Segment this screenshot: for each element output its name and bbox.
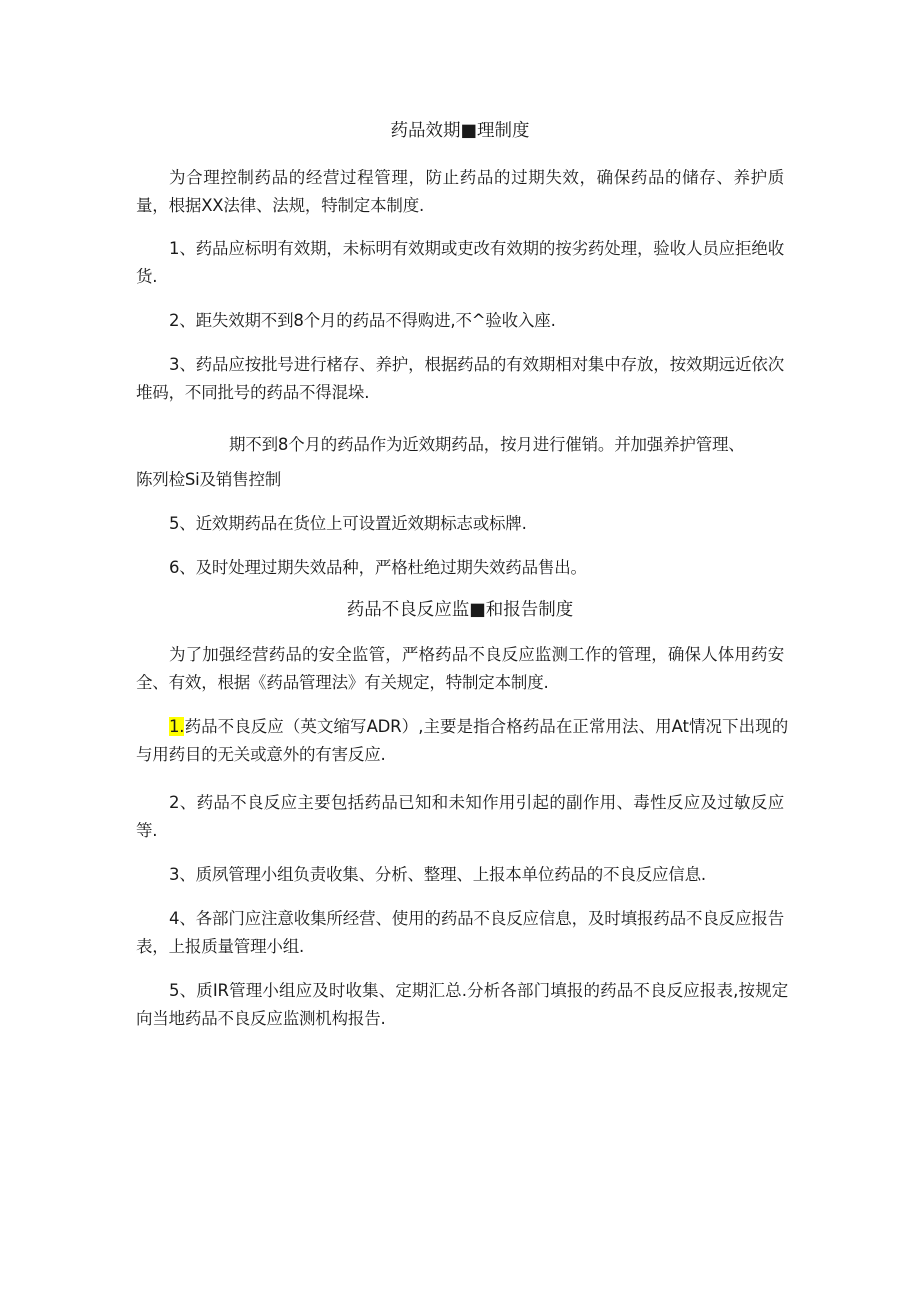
section2-item-3: 3、质夙管理小组负责收集、分析、整理、上报本单位药品的不良反应信息. [169, 865, 706, 884]
section1-intro: 为合理控制药品的经营过程管理，防止药品的过期失效，确保药品的储存、养护质量，根据XX法律、法规，特制定本制度. [136, 168, 784, 215]
section1-title: 药品效期■理制度 [390, 121, 530, 141]
section2-item-1-text: 药品不良反应（英文缩写ADR）,主要是指合格药品在正常用法、用At情况下出现的与用药目的无关或意外的有害反应. [136, 717, 788, 764]
section1-item-5: 5、近效期药品在货位上可设置近效期标志或标牌. [169, 514, 527, 533]
section1-item-3: 3、药品应按批号进行楮存、养护，根据药品的有效期相对集中存放，按效期远近依次堆码，不同批号的药品不得混垛. [136, 355, 784, 402]
section2-item-5: 5、质IR管理小组应及时收集、定期汇总.分析各部门填报的药品不良反应报表,按规定向当地药品不良反应监测机构报告. [136, 981, 788, 1028]
section1-item-1: 1、药品应标明有效期，未标明有效期或吏改有效期的按劣药处理，验收人员应拒绝收货. [136, 239, 784, 286]
section1-item-6: 6、及时处理过期失效品种，严格杜绝过期失效药品售出。 [169, 558, 587, 577]
section2-item-1 [136, 713, 788, 769]
section2-title: 药品不良反应监■和报告制度 [346, 600, 574, 620]
section1-item-4-line1: 期不到8个月的药品作为近效期药品，按月进行催销。并加强养护管理、 [229, 435, 745, 454]
section2-item-2: 2、药品不良反应主要包括药品已知和未知作用引起的副作用、毒性反应及过敏反应等. [136, 793, 784, 840]
section2-intro: 为了加强经营药品的安全监管，严格药品不良反应监测工作的管理，确保人体用药安全、有效，根据《药品管理法》有关规定，特制定本制度. [136, 645, 784, 692]
highlighted-item-number: 1. [169, 717, 185, 736]
section1-item-4-line2: 陈列检Si及销售控制 [136, 470, 282, 489]
section1-item-2: 2、距失效期不到8个月的药品不得购进,不^验收入座. [169, 311, 556, 330]
section2-item-4: 4、各部门应注意收集所经营、使用的药品不良反应信息，及时填报药品不良反应报告表，上报质量管理小组. [136, 909, 784, 956]
